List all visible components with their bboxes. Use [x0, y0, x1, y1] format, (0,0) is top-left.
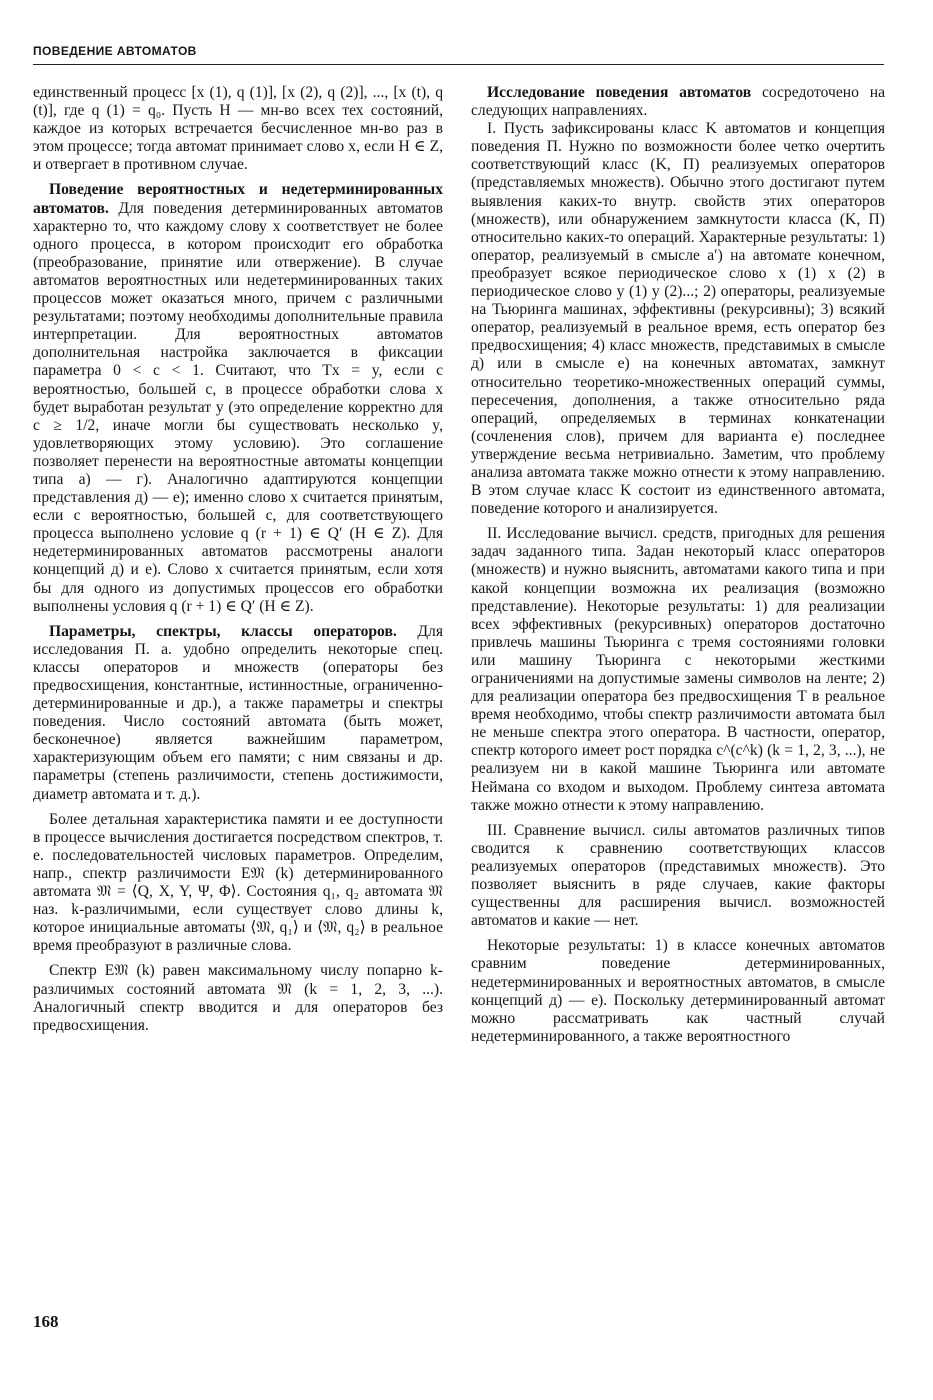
paragraph: Более детальная характеристика памяти и ее доступности в процессе вычисления достигается посредством спектров, т. е. последовательностей числовых параметров. Определим, напр., спектр различимости E𝔐 (k) детерминированного автомата 𝔐 = ⟨Q, X, Y, Ψ, Φ⟩. Состояния q₁, q₂ автомата 𝔐 наз. k-различимыми, если существует слово длины k, которое инициальные автоматы ⟨𝔐, q₁⟩ и ⟨𝔐, q₂⟩ в реальное время преобразуют в различные слова.: [33, 810, 443, 955]
header-rule: [33, 64, 884, 65]
paragraph-body: Для поведения детерминированных автоматов характерно то, что каждому слову x соответствует не более одного процесса, в котором происходит его обработка (преобразование, принятие или отвержение). В случае автоматов вероятностных или недетерминированных таких процессов может оказаться много, причем с различными результатами; поэтому необходимы дополнительные правила интерпретации. Для вероятностных автоматов дополнительная настройка заключается в фиксации параметра 0 < c < 1. Считают, что Tx = y, если с вероятностью, большей c, в процессе обработки слова x будет выработан результат y (это определение корректно для c ≥ 1/2, иначе могли бы существовать несколько y, удовлетворяющих этому условию). Это соглашение позволяет перенести на вероятностные автоматы концепции типа а) — г). Аналогично адаптируются концепции представления д) — е); именно слово x считается принятым, если с вероятностью, большей c, для соответствующего процесса выполнено условие q (r + 1) ∈ Q′ (H ∈ Z). Для недетерминированных автоматов рассмотрены аналоги концепций д) и е). Слово x считается принятым, если хотя бы для одного из допустимых процессов его обработки выполнены условия q (r + 1) ∈ Q′ (H ∈ Z).: [33, 199, 443, 615]
section-heading: Параметры, спектры, классы операторов.: [49, 622, 397, 640]
section-heading: Поведение вероятностных и недетерминированных автоматов.: [33, 181, 443, 217]
page-number: 168: [33, 1312, 59, 1331]
paragraph: единственный процесс [x (1), q (1)], [x (2), q (2)], ..., [x (t), q (t)], где q (1) = q₀. Пусть H — мн-во всех тех состояний, каждое из которых встречается бесчисленное мн-во раз в этом процессе; тогда автомат принимает слово x, если H ∈ Z, и отвергает в противном случае.: [33, 84, 443, 174]
section-heading: Исследование поведения автоматов: [487, 84, 752, 101]
paragraph-body: сосредоточено на следующих направлениях.: [471, 84, 885, 120]
paragraph: [471, 84, 885, 120]
paragraph: [33, 181, 443, 615]
paragraph-body: Для исследования П. а. удобно определить некоторые спец. классы операторов и множеств (операторы без предвосхищения, константные, истинностные, ограниченно-детерминированные и др.), а также параметры и спектры поведения. Число состояний автомата (быть может, бесконечное) является важнейшим параметром, характеризующим объем его памяти; с ним связаны и др. параметры (степень различимости, степень достижимости, диаметр автомата и т. д.).: [33, 622, 443, 803]
right-column: [471, 84, 885, 1046]
paragraph: I. Пусть зафиксированы класс K автоматов и концепция поведения П. Нужно по возможности более четко очертить соответствующий класс (K, П) реализуемых операторов (представляемых множеств). Обычно этого достигают путем выявления каких-то внутр. свойств этих операторов (множеств), или обнаружением замкнутости класса (K, П) относительно каких-то операций. Характерные результаты: 1) оператор, реализуемый в смысле а′) на автомате конечном, преобразует всякое периодическое слово x (1) x (2) в периодическое слово y (1) y (2)...; 2) операторы, реализуемые на Тьюринга машинах, эффективны (рекурсивны); 3) всякий оператор, реализуемый в реальное время, есть оператор без предвосхищения; 4) класс множеств, представимых в смысле д) или в смысле е) на конечных автоматах, замкнут относительно теоретико-множественных операций суммы, пересечения, дополнения, а также относительно ряда операций, определяемых в терминах конкатенации (сочленения слов), причем для варианта е) последнее утверждение весьма нетривиально. Заметим, что проблему анализа автомата также можно отнести к этому направлению. В этом случае класс K состоит из единственного автомата, поведение которого и анализируется.: [471, 120, 885, 518]
paragraph: Некоторые результаты: 1) в классе конечных автоматов сравним поведение детерминированных, недетерминированных и вероятностных автоматов, в смысле концепций д) — е). Поскольку детерминированный автомат можно рассматривать как частный случай недетерминированного, а также вероятностного: [471, 937, 885, 1045]
paragraph: III. Сравнение вычисл. силы автоматов различных типов сводится к сравнению соответствующих классов реализуемых операторов (представимых множеств). Это позволяет выяснить в ряде случаев, какие факторы существенны для расширения вычисл. возможностей автоматов и какие — нет.: [471, 821, 885, 930]
paragraph: Спектр E𝔐 (k) равен максимальному числу попарно k-различимых состояний автомата 𝔐 (k = 1, 2, 3, ...). Аналогичный спектр вводится и для операторов без предвосхищения.: [33, 962, 443, 1034]
paragraph: II. Исследование вычисл. средств, пригодных для решения задач заданного типа. Задан некоторый класс операторов (множеств) и нужно выяснить, автоматами какого типа и при какой концепции возможна их реализация (возможно представление). Некоторые результаты: 1) для реализации всех эффективных (рекурсивных) операторов достаточно привлечь машины Тьюринга с тремя состояниями головки или машину Тьюринга с некоторыми жесткими ограничениями на допустимые замены символов на ленте; 2) для реализации оператора без предвосхищения T в реальное время необходимо, чтобы спектр различимости автомата был не меньше спектра этого оператора. В частности, оператор, спектр которого имеет рост порядка c^(c^k) (k = 1, 2, 3, ...), не реализуем ни в какой машине Тьюринга или автомате Неймана со входом и выходом. Проблему синтеза автомата также можно отнести к этому направлению.: [471, 525, 885, 814]
running-title: ПОВЕДЕНИЕ АВТОМАТОВ: [33, 44, 197, 58]
left-column: [33, 84, 443, 1035]
paragraph: [33, 623, 443, 804]
